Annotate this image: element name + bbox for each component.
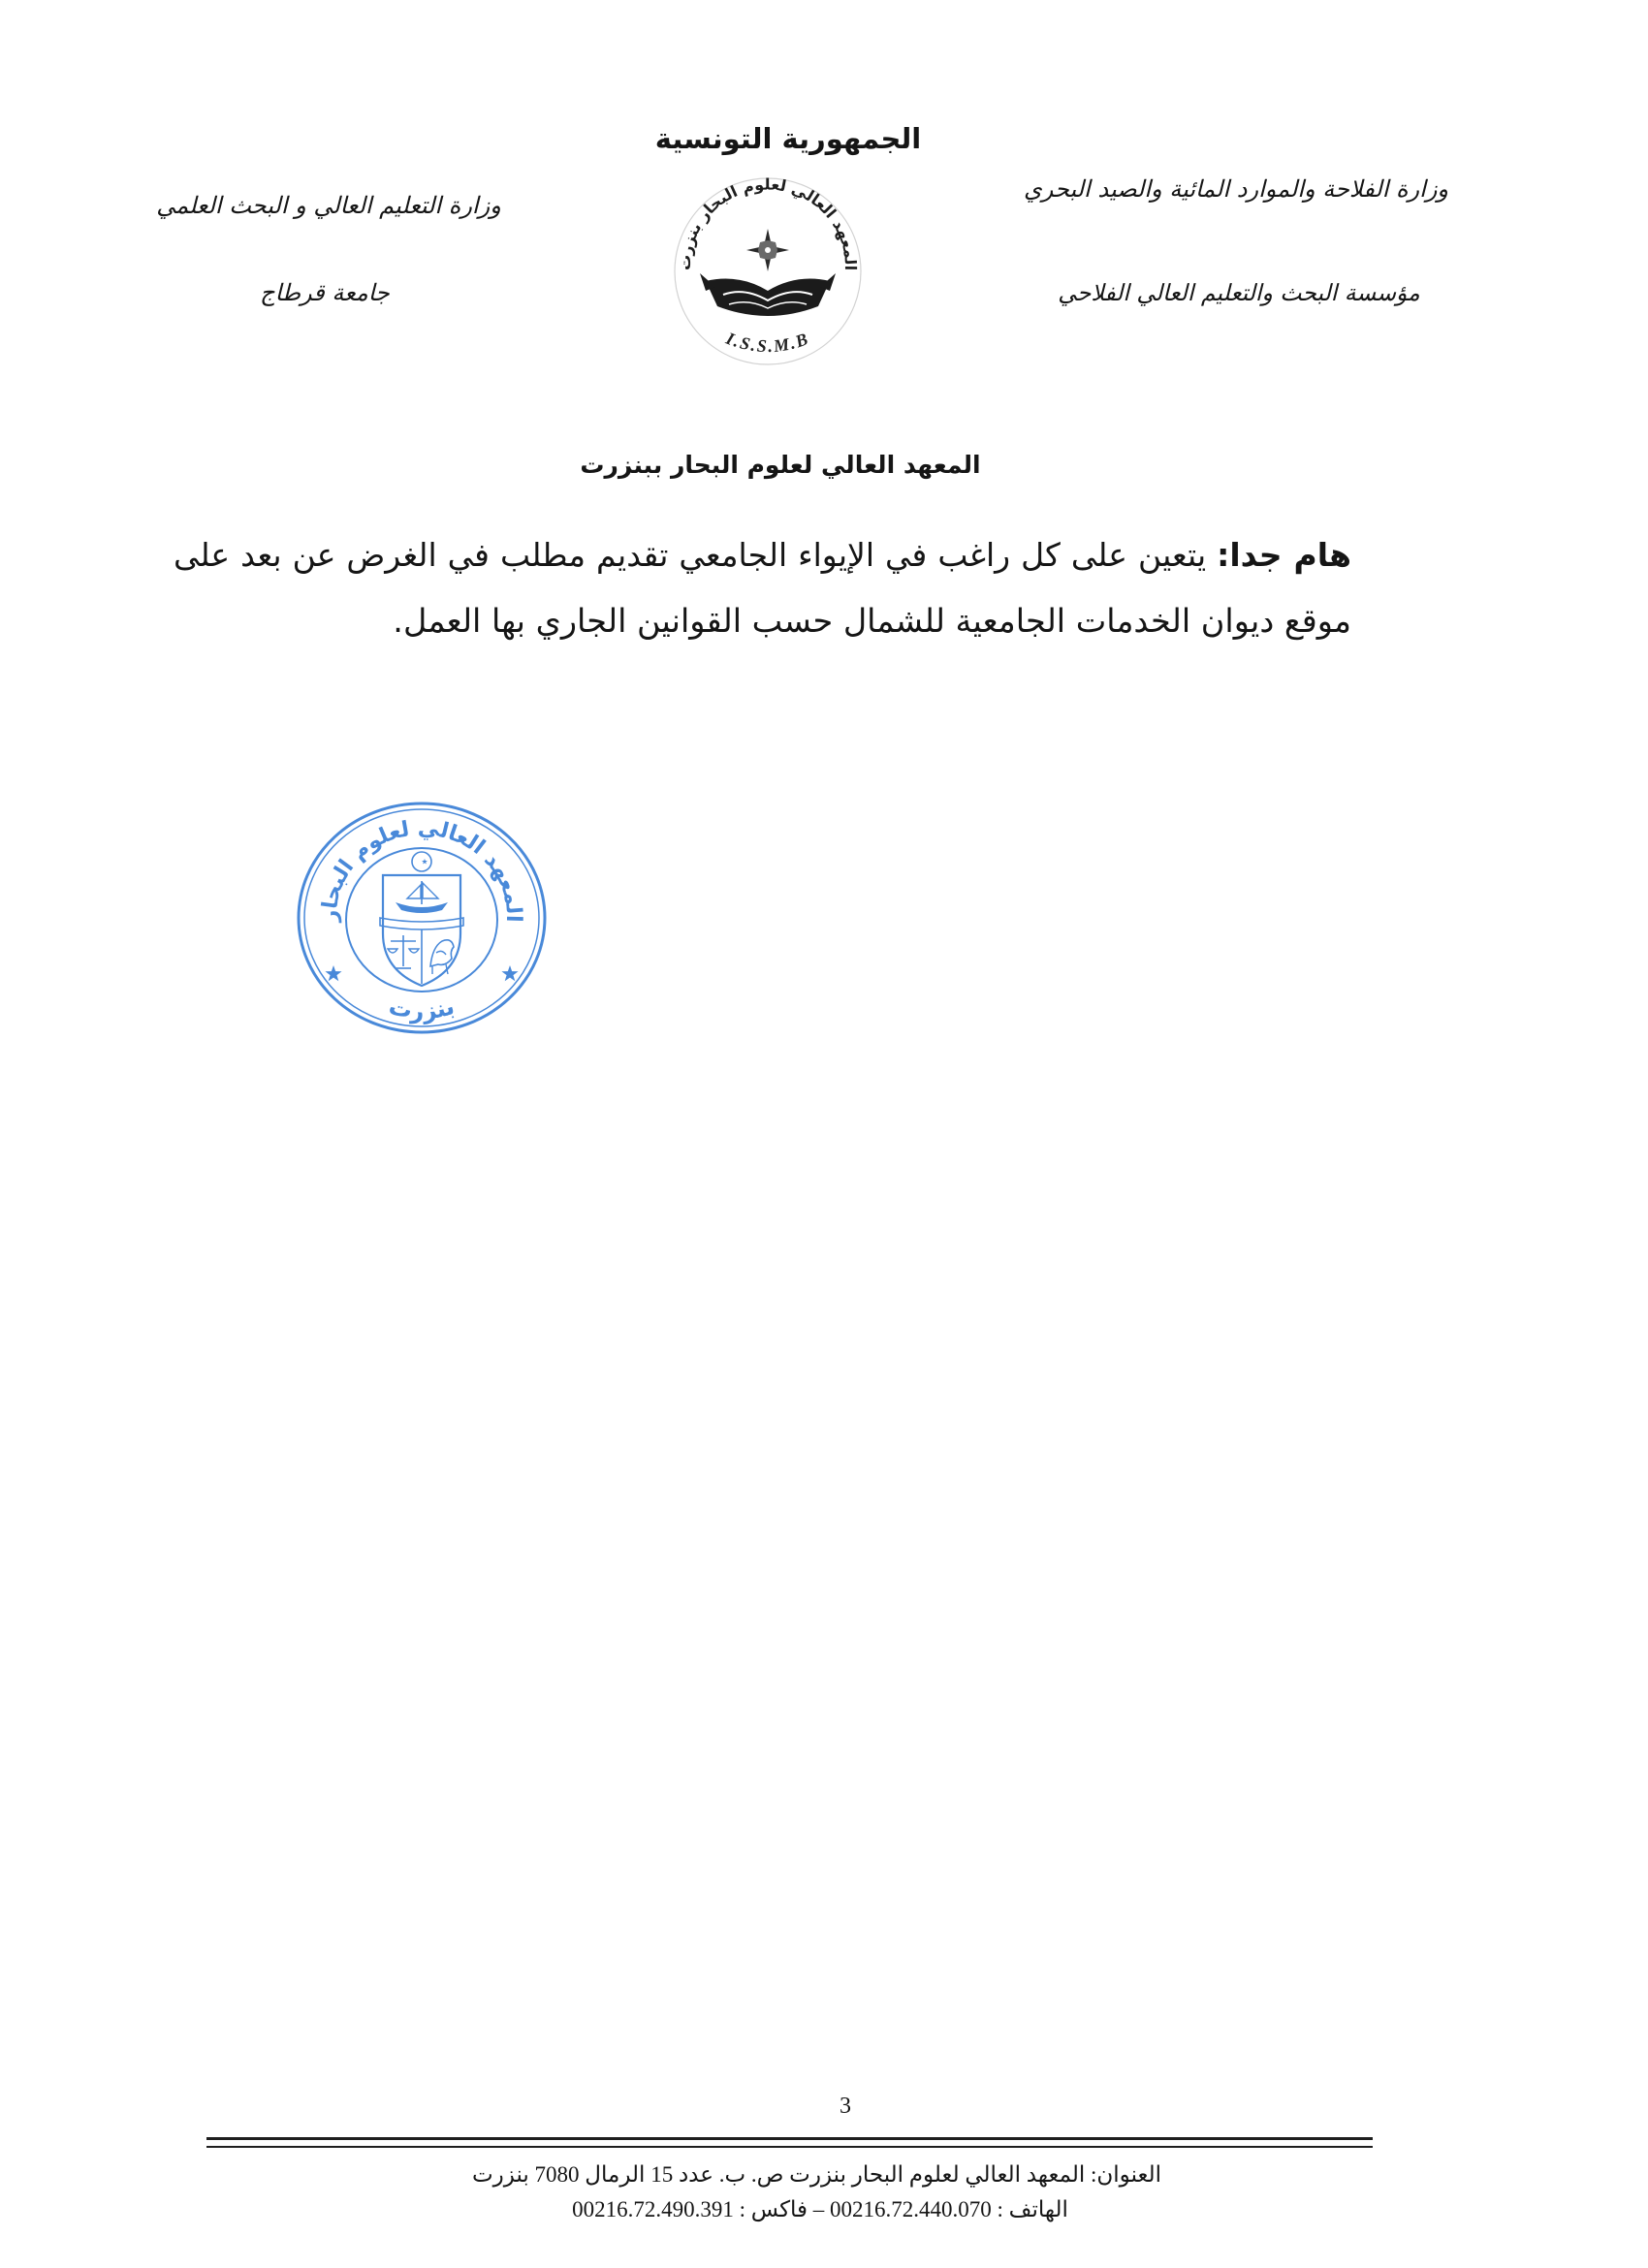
agricultural-research-institution: مؤسسة البحث والتعليم العالي الفلاحي	[1058, 279, 1420, 306]
lion-icon	[430, 940, 454, 974]
institute-name: المعهد العالي لعلوم البحار ببنزرت	[580, 451, 981, 479]
ship-icon	[396, 881, 448, 913]
ministry-agriculture: وزارة الفلاحة والموارد المائية والصيد البحري	[1023, 175, 1448, 203]
page-number: 3	[840, 2094, 851, 2119]
motto-ribbon	[380, 918, 463, 929]
logo-arc-text: المعهد العالي لعلوم البحار بنزرت	[675, 174, 861, 271]
stamp-arc-text: المعهد العالي لعلوم البحار	[317, 815, 526, 923]
boat-waves-icon	[700, 273, 836, 316]
stamp-star-right-icon	[501, 965, 518, 981]
footer-rule-top	[206, 2137, 1373, 2140]
notice-label: هام جدا:	[1217, 536, 1351, 574]
stamp-city-text: بنزرت	[386, 992, 458, 1025]
logo-acronym: I.S.S.M.B	[723, 328, 812, 357]
notice-line-1	[174, 535, 1351, 577]
footer-address: العنوان: المعهد العالي لعلوم البحار بنزرت ص. ب. عدد 15 الرمال 7080 بنزرت	[472, 2162, 1161, 2187]
institute-logo	[671, 169, 865, 374]
notice-text-1: يتعين على كل راغب في الإيواء الجامعي تقديم مطلب في الغرض عن بعد على	[174, 536, 1207, 574]
stamp-city-label	[386, 992, 458, 1024]
notice-line-2: موقع ديوان الخدمات الجامعية للشمال حسب القوانين الجاري بها العمل.	[393, 602, 1351, 640]
footer-contact: الهاتف : 00216.72.440.070 – فاكس : 00216.72.490.391	[572, 2197, 1068, 2221]
official-stamp	[291, 796, 553, 1040]
stamp-star-left-icon	[325, 965, 341, 981]
coat-of-arms-icon	[380, 852, 463, 986]
logo-acronym-label	[722, 328, 811, 356]
country-title: الجمهورية التونسية	[654, 122, 922, 155]
university-name: جامعة قرطاج	[260, 279, 390, 306]
ministry-higher-education: وزارة التعليم العالي و البحث العلمي	[156, 192, 501, 219]
footer-rule-bottom	[206, 2146, 1373, 2148]
compass-star-icon	[746, 229, 789, 271]
crescent-star-icon	[412, 852, 431, 871]
